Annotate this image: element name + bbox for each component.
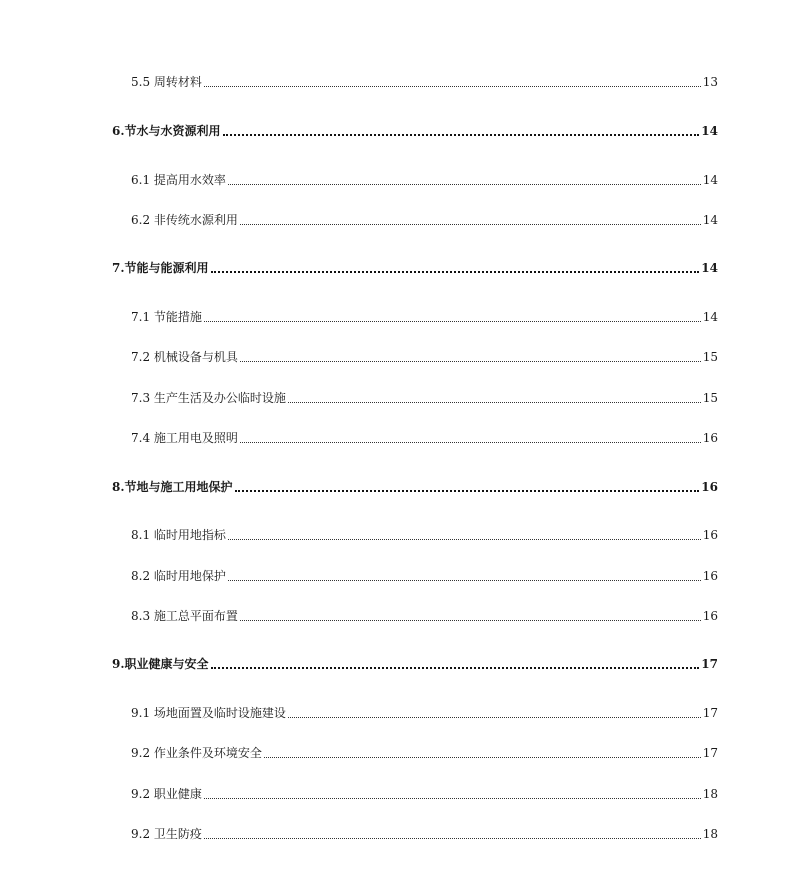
toc-entry-title: 5.5 周转材料: [131, 75, 202, 89]
toc-entry-title: 9.2 职业健康: [131, 787, 202, 801]
toc-entry[interactable]: [131, 785, 718, 803]
toc-entry-title: 8.节地与施工用地保护: [112, 480, 233, 494]
toc-entry-page: 17: [702, 706, 718, 720]
toc-entry-title: 8.3 施工总平面布置: [131, 609, 238, 623]
toc-entry-page: 16: [702, 528, 718, 542]
toc-dot-leader: [204, 320, 701, 322]
toc-entry-page: 13: [702, 75, 718, 89]
toc-entry-page: 15: [702, 391, 718, 405]
toc-entry-page: 17: [702, 746, 718, 760]
toc-dot-leader: [223, 133, 700, 136]
toc-entry-page: 16: [702, 609, 718, 623]
toc-dot-leader: [211, 270, 700, 273]
toc-dot-leader: [288, 401, 701, 403]
toc-entry-page: 16: [702, 569, 718, 583]
toc-dot-leader: [235, 489, 700, 492]
toc-dot-leader: [288, 716, 701, 718]
toc-dot-leader: [204, 837, 701, 839]
toc-entry-page: 14: [701, 261, 718, 275]
toc-chapter-entry[interactable]: [112, 655, 718, 673]
toc-dot-leader: [204, 797, 701, 799]
toc-entry-page: 18: [702, 787, 718, 801]
toc-chapter-entry[interactable]: [112, 478, 718, 496]
toc-entry[interactable]: [131, 704, 718, 722]
toc-entry-page: 14: [702, 310, 718, 324]
toc-dot-leader: [240, 619, 701, 621]
toc-entry[interactable]: [131, 429, 718, 447]
toc-dot-leader: [211, 666, 700, 669]
toc-dot-leader: [240, 360, 701, 362]
toc-entry-page: 14: [702, 213, 718, 227]
toc-entry[interactable]: [131, 744, 718, 762]
toc-dot-leader: [264, 756, 701, 758]
toc-entry-title: 6.节水与水资源利用: [112, 124, 221, 138]
toc-dot-leader: [228, 183, 701, 185]
toc-entry-title: 6.2 非传统水源利用: [131, 213, 238, 227]
toc-entry-title: 9.职业健康与安全: [112, 657, 209, 671]
toc-entry-page: 17: [701, 657, 718, 671]
toc-entry-title: 6.1 提高用水效率: [131, 173, 226, 187]
toc-entry-title: 7.1 节能措施: [131, 310, 202, 324]
toc-entry-title: 7.4 施工用电及照明: [131, 431, 238, 445]
toc-entry-page: 18: [702, 827, 718, 841]
toc-entry-title: 8.1 临时用地指标: [131, 528, 226, 542]
toc-dot-leader: [240, 441, 701, 443]
toc-entry-title: 9.1 场地面置及临时设施建设: [131, 706, 286, 720]
toc-entry[interactable]: [131, 607, 718, 625]
toc-entry[interactable]: [131, 567, 718, 585]
toc-dot-leader: [240, 223, 701, 225]
toc-entry[interactable]: [131, 389, 718, 407]
toc-entry[interactable]: [131, 171, 718, 189]
toc-entry-page: 16: [701, 480, 718, 494]
toc-chapter-entry[interactable]: [112, 122, 718, 140]
toc-entry-title: 7.节能与能源利用: [112, 261, 209, 275]
toc-entry-page: 15: [702, 350, 718, 364]
toc-entry-title: 9.2 卫生防疫: [131, 827, 202, 841]
toc-dot-leader: [228, 538, 701, 540]
toc-entry[interactable]: [131, 825, 718, 843]
toc-entry-title: 7.2 机械设备与机具: [131, 350, 238, 364]
toc-chapter-entry[interactable]: [112, 259, 718, 277]
toc-entry[interactable]: [131, 348, 718, 366]
toc-entry[interactable]: [131, 526, 718, 544]
toc-entry[interactable]: [131, 211, 718, 229]
toc-entry-page: 14: [702, 173, 718, 187]
toc-entry[interactable]: [131, 73, 718, 91]
toc-dot-leader: [228, 579, 701, 581]
toc-entry-title: 7.3 生产生活及办公临时设施: [131, 391, 286, 405]
toc-entry[interactable]: [131, 308, 718, 326]
toc-dot-leader: [204, 85, 701, 87]
toc-entry-title: 9.2 作业条件及环境安全: [131, 746, 262, 760]
toc-entry-page: 14: [701, 124, 718, 138]
toc-entry-page: 16: [702, 431, 718, 445]
toc-entry-title: 8.2 临时用地保护: [131, 569, 226, 583]
